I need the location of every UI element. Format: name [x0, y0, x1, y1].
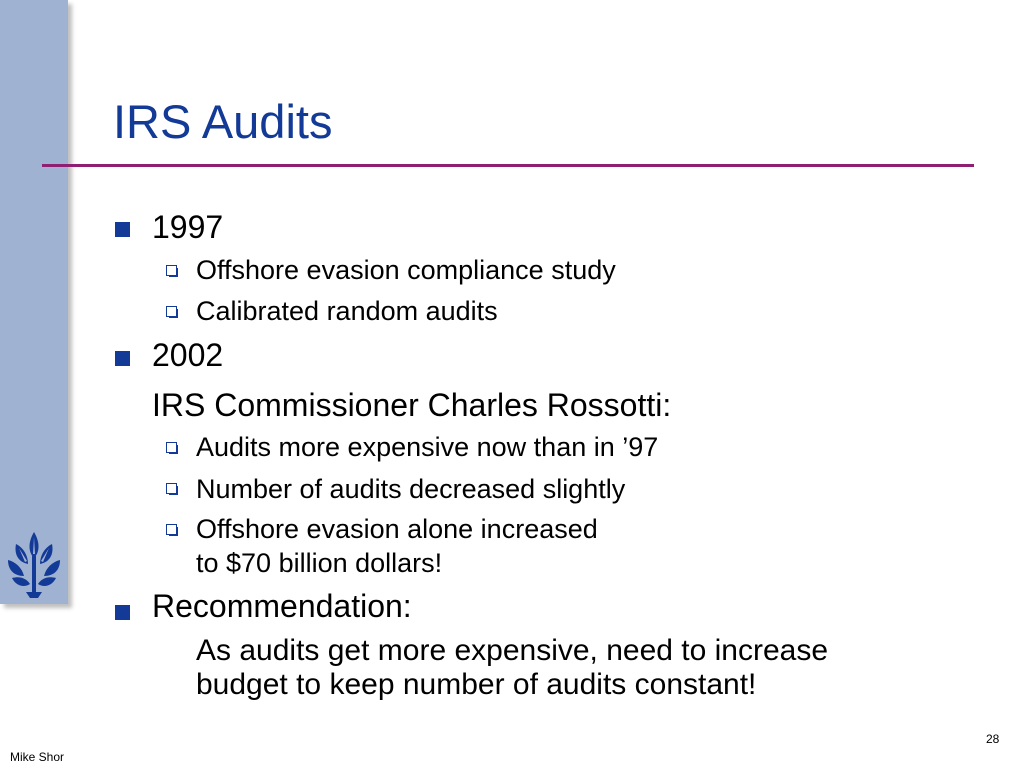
- bullet-continuation: IRS Commissioner Charles Rossotti:: [152, 387, 672, 423]
- sub-bullet: Number of audits decreased slightly: [196, 474, 626, 504]
- footer-author: Mike Shor: [10, 750, 65, 764]
- slide-title: IRS Audits: [113, 95, 333, 148]
- page-number: 28: [986, 732, 1000, 746]
- sub-bullet: Calibrated random audits: [196, 296, 498, 326]
- bullet-1997: 1997: [152, 209, 224, 245]
- checkbox-bullet-icon: [166, 524, 177, 535]
- bullet-2002: 2002: [152, 337, 224, 373]
- sub-bullet: Offshore evasion compliance study: [196, 255, 616, 285]
- checkbox-bullet-icon: [166, 265, 177, 276]
- bullet-recommendation: Recommendation:: [152, 588, 412, 624]
- bullet-square-icon: [115, 605, 130, 620]
- sub-bullet: Audits more expensive now than in ’97: [196, 432, 659, 462]
- checkbox-bullet-icon: [166, 306, 177, 317]
- sub-bullet-continuation: to $70 billion dollars!: [196, 548, 443, 578]
- bullet-square-icon: [115, 222, 130, 237]
- oak-leaf-seal-icon: [2, 528, 66, 600]
- title-divider: [42, 164, 974, 167]
- checkbox-bullet-icon: [166, 483, 177, 494]
- sidebar-band: [0, 0, 68, 604]
- recommendation-text: budget to keep number of audits constant!: [196, 668, 757, 701]
- bullet-square-icon: [115, 351, 130, 366]
- checkbox-bullet-icon: [166, 442, 177, 453]
- sub-bullet: Offshore evasion alone increased: [196, 514, 598, 544]
- recommendation-text: As audits get more expensive, need to increase: [196, 634, 829, 667]
